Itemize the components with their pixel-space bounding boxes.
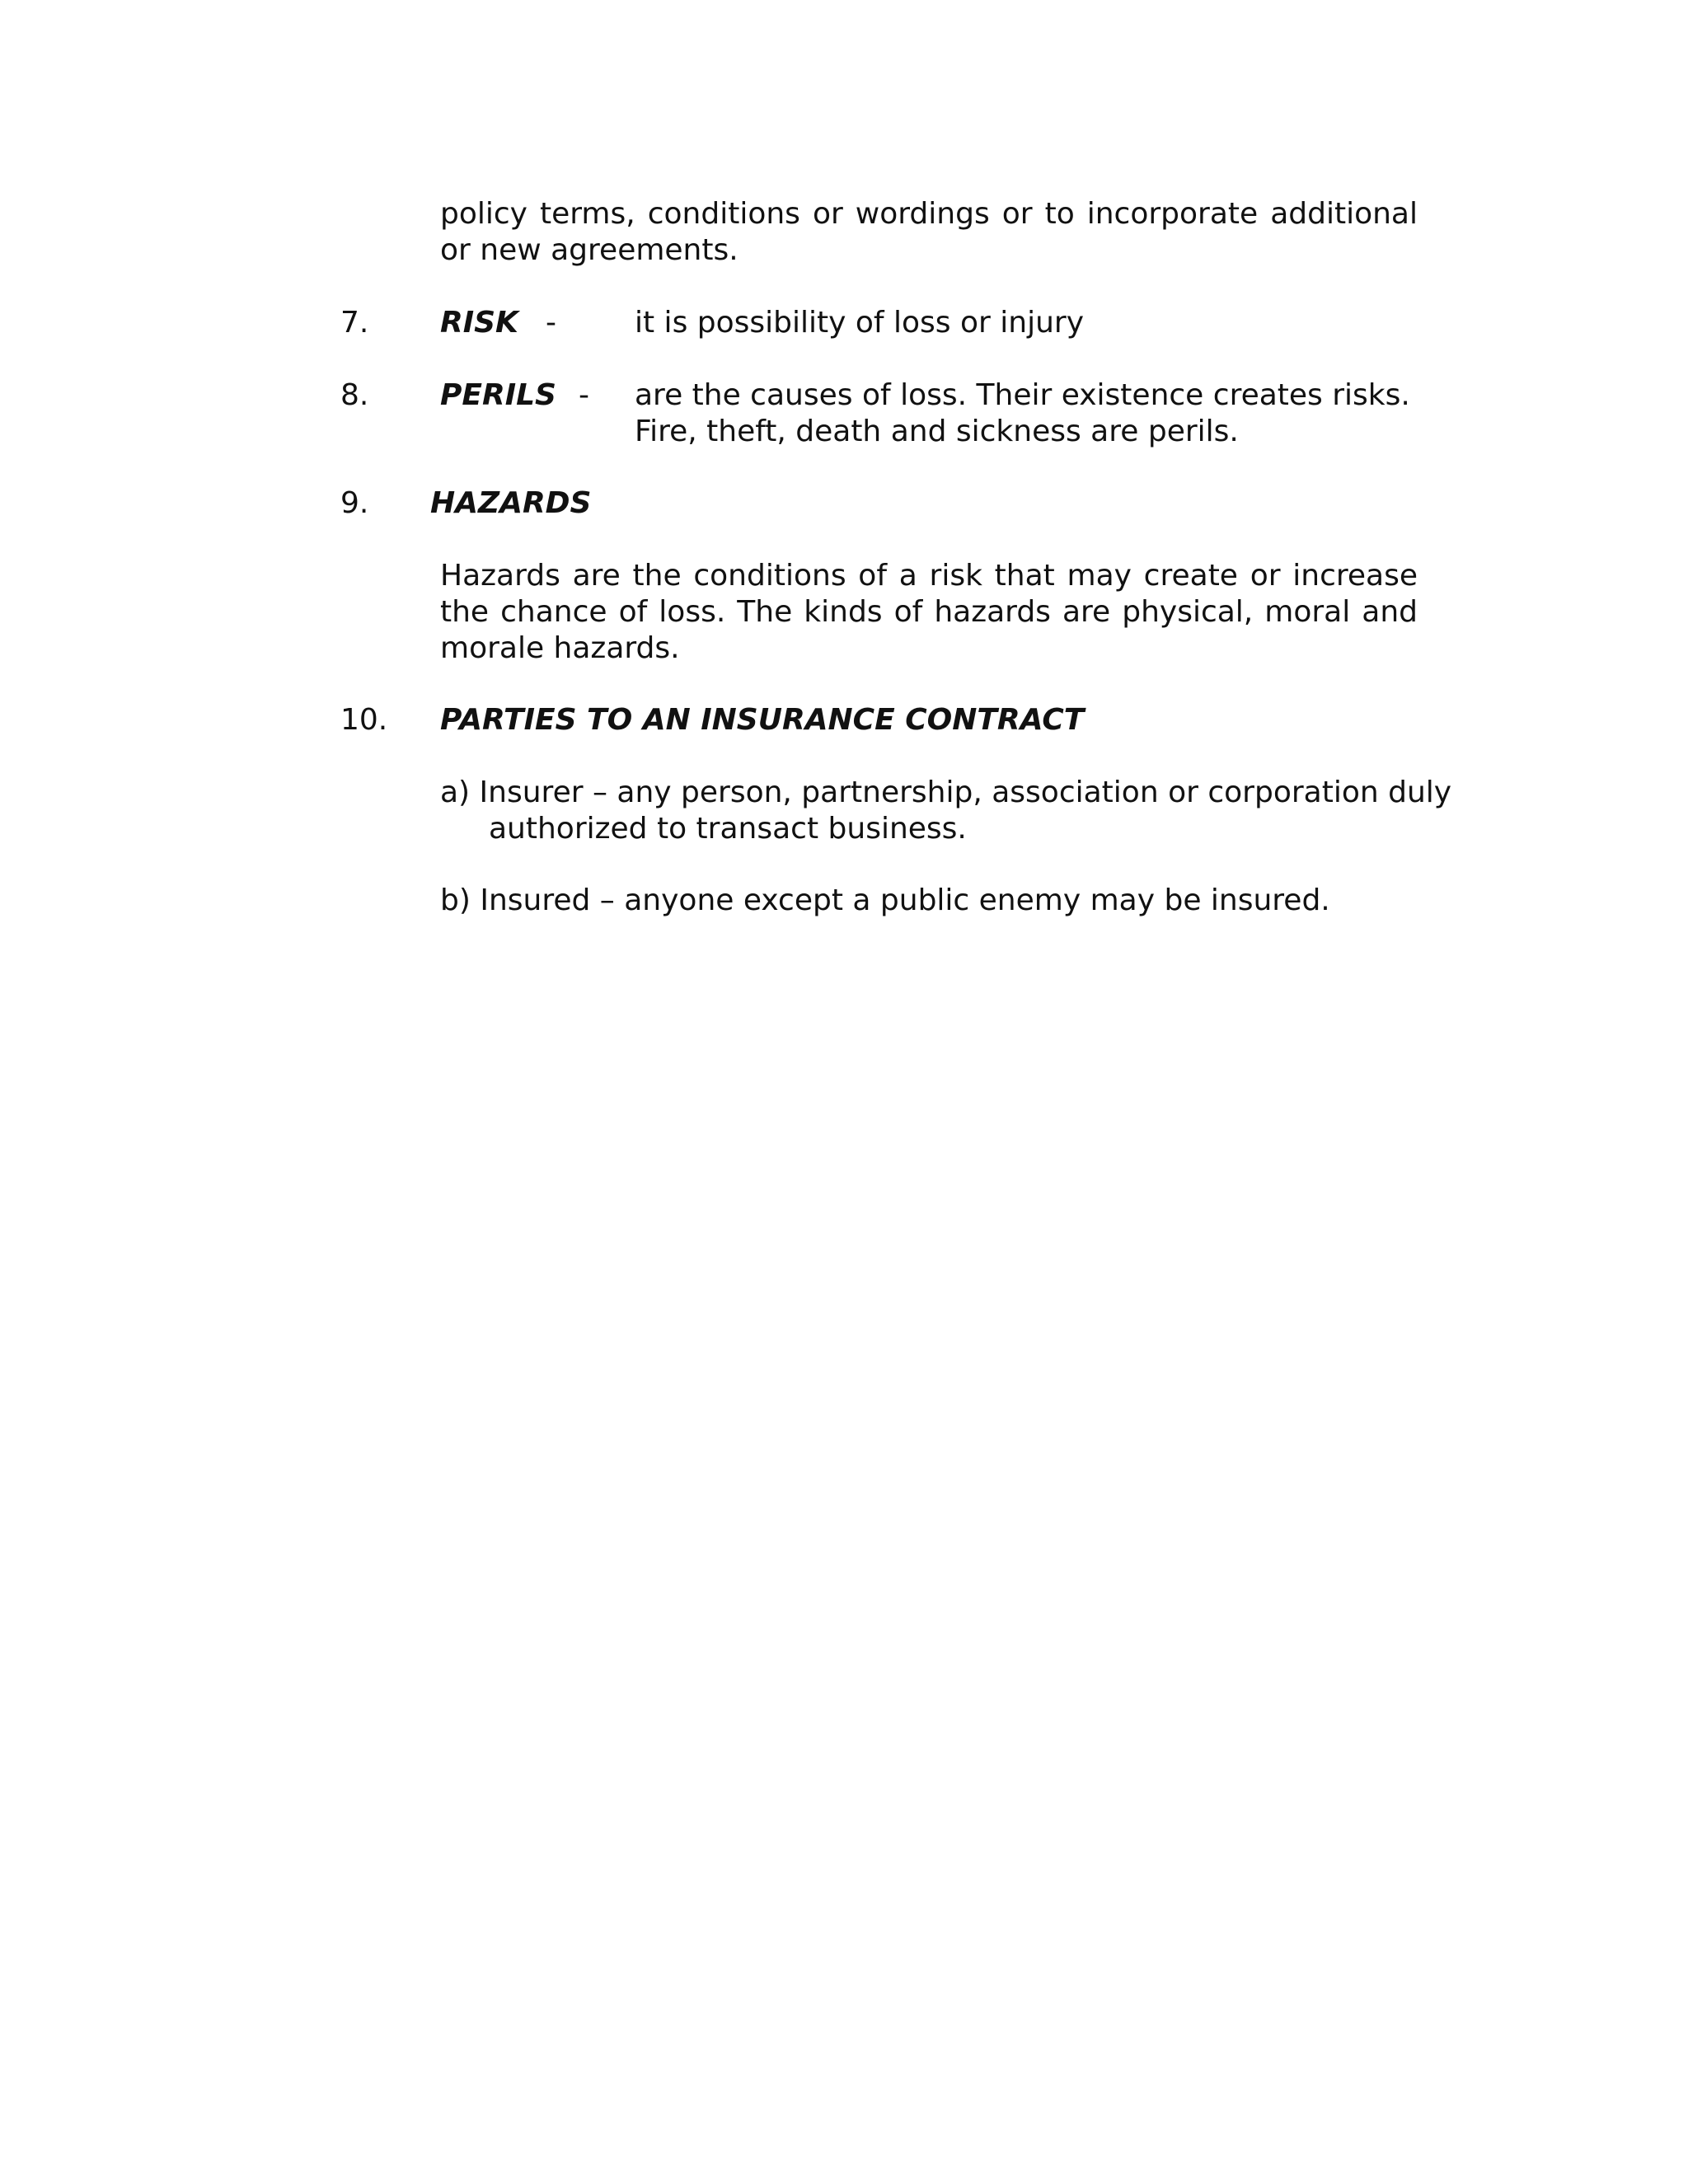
item-9-body: Hazards are the conditions of a risk that may create or increase the chance of loss. The kinds of hazards are physical, moral and morale hazards. — [440, 559, 1418, 665]
item-9-heading: HAZARDS — [430, 486, 592, 520]
item-10-a-line-2: authorized to transact business. — [489, 812, 967, 846]
item-8-dash: - — [579, 378, 589, 412]
item-10-number: 10. — [340, 703, 388, 737]
item-7-dash: - — [546, 306, 556, 340]
continuation-paragraph: policy terms, conditions or wordings or to incorporate additional or new agreements. — [440, 197, 1418, 267]
item-8-definition-line-2: Fire, theft, death and sickness are perils. — [635, 415, 1239, 448]
item-10-b-line-1: b) Insured – anyone except a public enemy may be insured. — [440, 883, 1330, 917]
item-9-number: 9. — [340, 486, 369, 520]
item-7-term: RISK — [440, 306, 518, 340]
item-8-number: 8. — [340, 378, 369, 412]
item-7-number: 7. — [340, 306, 369, 340]
item-8-term: PERILS — [440, 378, 556, 412]
item-10-heading: PARTIES TO AN INSURANCE CONTRACT — [440, 703, 1085, 737]
item-7-definition: it is possibility of loss or injury — [635, 306, 1085, 340]
item-10-a-line-1: a) Insurer – any person, partnership, association or corporation duly — [440, 776, 1452, 809]
item-8-definition-line-1: are the causes of loss. Their existence creates risks. — [635, 378, 1410, 412]
